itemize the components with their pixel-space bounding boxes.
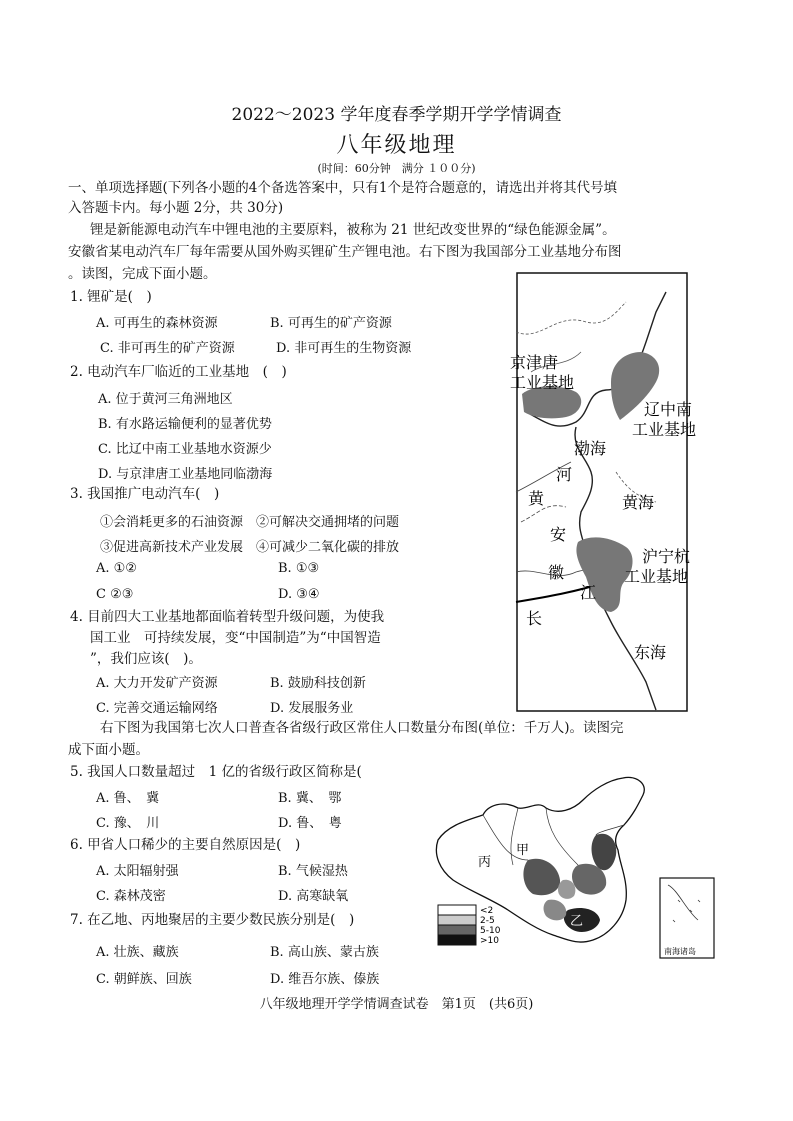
q2-option-c[interactable]: C. 比辽中南工业基地水资源少 [98,442,272,457]
q6-option-d[interactable]: D. 高寒缺氧 [278,889,349,904]
q1-option-c[interactable]: C. 非可再生的矿产资源 [100,341,235,356]
q3-option-b[interactable]: B. ①③ [278,561,320,576]
population-legend [438,905,501,946]
time-score: (时间：60分钟 满分 １００分) [317,162,476,175]
q2-option-a[interactable]: A. 位于黄河三角洲地区 [98,392,233,407]
q1-option-b[interactable]: B. 可再生的矿产资源 [270,316,392,331]
q5-option-c[interactable]: C. 豫、 川 [96,816,160,831]
legend-4: >10 [480,936,499,946]
passage2-line1: 右下图为我国第七次人口普查各省级行政区常住人口数量分布图(单位：千万人)。读图完 [100,720,624,736]
q5-option-d[interactable]: D. 鲁、 粤 [278,816,342,831]
label-donghai: 东海 [634,643,667,662]
title-line-2: 八年级地理 [336,133,457,158]
q4-stem-3: ”，我们应该( )。 [90,651,202,667]
q6-option-c[interactable]: C. 森林茂密 [96,889,166,904]
label-jjt-2: 工业基地 [510,373,575,392]
label-huanghai: 黄海 [622,493,655,512]
passage1-line3: 。读图，完成下面小题。 [68,266,217,282]
label-bing: 丙 [478,855,492,870]
section-instruction-2: 入答题卡内。每小题 2分，共 30分) [68,200,284,216]
label-he: 河 [556,465,573,484]
label-jjt-1: 京津唐 [510,353,559,372]
label-hnh-2: 工业基地 [624,567,689,586]
q3-option-a[interactable]: A. ①② [96,561,137,576]
passage1-line2: 安徽省某电动汽车厂每年需要从国外购买锂矿生产锂电池。右下图为我国部分工业基地分布图 [68,244,622,260]
q4-option-a[interactable]: A. 大力开发矿产资源 [96,676,218,691]
q2-option-b[interactable]: B. 有水路运输便利的显著优势 [98,417,272,432]
q6-stem: 6. 甲省人口稀少的主要自然原因是( ) [70,837,301,853]
page-footer: 八年级地理开学学情调查试卷 第1页 (共6页) [259,997,534,1012]
q1-option-d[interactable]: D. 非可再生的生物资源 [276,341,412,356]
label-jiang: 江 [580,583,597,602]
q5-stem: 5. 我国人口数量超过 1 亿的省级行政区简称是( [70,764,362,780]
q6-option-a[interactable]: A. 太阳辐射强 [96,864,179,879]
q4-option-c[interactable]: C. 完善交通运输网络 [96,701,218,716]
label-huang: 黄 [528,489,545,508]
q4-stem-1: 4. 目前四大工业基地都面临着转型升级问题，为使我 [70,609,385,625]
q5-option-b[interactable]: B. 冀、 鄂 [278,791,342,806]
section-instruction-1: 一、单项选择题(下列各小题的4个备选答案中，只有1个是符合题意的，请选出并将其代号填 [68,180,617,196]
q6-option-b[interactable]: B. 气候湿热 [278,864,348,879]
q4-stem-2: 国工业 可持续发展，变“中国制造”为“中国智造 [90,630,381,646]
legend-3: 5-10 [480,926,501,936]
q3-stem: 3. 我国推广电动汽车( ) [70,486,220,502]
inset-label: 南海诸岛 [664,947,696,956]
label-yi: 乙 [570,914,584,929]
legend-2: 2-5 [480,916,495,926]
passage2-line2: 成下面小题。 [68,742,149,758]
label-hui: 徽 [548,563,565,582]
q3-statement-2: ③促进高新技术产业发展 ④可减少二氧化碳的排放 [100,540,400,555]
legend-1: <2 [480,906,494,916]
q7-option-a[interactable]: A. 壮族、藏族 [96,945,179,960]
q7-option-c[interactable]: C. 朝鲜族、回族 [96,972,192,987]
population-map [428,770,726,960]
q7-stem: 7. 在乙地、丙地聚居的主要少数民族分别是( ) [70,912,355,928]
q3-option-d[interactable]: D. ③④ [278,587,320,602]
q3-statement-1: ①会消耗更多的石油资源 ②可解决交通拥堵的问题 [100,515,400,530]
label-lzn-2: 工业基地 [632,420,697,439]
title-line-1: 2022～2023 学年度春季学期开学学情调查 [231,105,562,125]
q5-option-a[interactable]: A. 鲁、 冀 [96,791,160,806]
q1-stem: 1. 锂矿是( ) [70,289,152,305]
label-jia: 甲 [516,843,530,858]
label-an: 安 [550,525,567,544]
q7-option-d[interactable]: D. 维吾尔族、傣族 [270,972,380,987]
south-china-sea-inset [660,878,714,958]
q4-option-d[interactable]: D. 发展服务业 [270,701,354,716]
q7-option-b[interactable]: B. 高山族、蒙古族 [270,945,379,960]
label-chang: 长 [526,609,543,628]
q4-option-b[interactable]: B. 鼓励科技创新 [270,676,366,691]
q2-stem: 2. 电动汽车厂临近的工业基地 ( ) [70,364,287,380]
label-hnh-1: 沪宁杭 [642,547,691,566]
passage1-line1: 锂是新能源电动汽车中锂电池的主要原料，被称为 21 世纪改变世界的“绿色能源金属”。 [90,222,616,238]
q1-option-a[interactable]: A. 可再生的森林资源 [96,316,218,331]
q3-option-c[interactable]: C ②③ [96,587,134,602]
q2-option-d[interactable]: D. 与京津唐工业基地同临渤海 [98,467,273,482]
industrial-base-map [510,272,697,712]
label-bohai: 渤海 [574,439,607,458]
label-lzn-1: 辽中南 [644,400,693,419]
